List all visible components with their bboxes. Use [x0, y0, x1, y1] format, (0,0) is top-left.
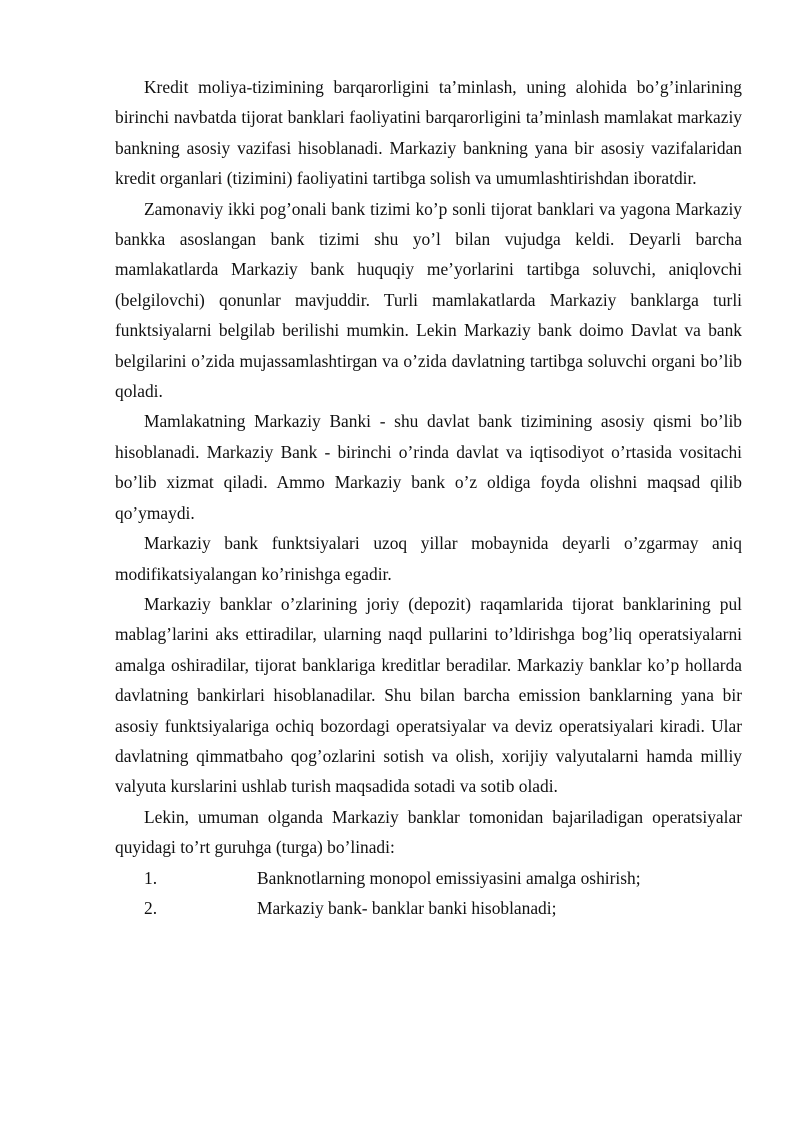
paragraph-2: Zamonaviy ikki pog’onali bank tizimi ko’p sonli tijorat banklari va yagona Markaziy bankka asoslangan bank tizimi shu yo’l bilan vujudga keldi. Deyarli barcha mamlakatlarda Markaziy bank huquqiy me’yorlarini tartibga soluvchi, aniqlovchi (belgilovchi) qonunlar mavjuddir. Turli mamlakatlarda Markaziy banklarga turli funktsiyalarni belgilab berilishi mumkin. Lekin Markaziy bank doimo Davlat va bank belgilarini o’zida mujassamlashtirgan va o’zida davlatning tartibga soluvchi organi bo’lib qoladi. — [115, 198, 742, 402]
list-item-number: 2. — [144, 897, 158, 918]
document-body — [115, 72, 742, 923]
list-item-text: Banknotlarning monopol emissiyasini amalga oshirish; — [257, 867, 641, 888]
list-item — [115, 863, 742, 893]
paragraph-5: Markaziy banklar o’zlarining joriy (depozit) raqamlarida tijorat banklarining pul mablag’larini aks ettiradilar, ularning naqd pullarini to’ldirishga bog’liq operatsiyalarni amalga oshiradilar, tijorat banklariga kreditlar beradilar. Markaziy banklar ko’p hollarda davlatning bankirlari hisoblanadilar. Shu bilan barcha emission banklarning yana bir asosiy funktsiyalariga ochiq bozordagi operatsiyalar va deviz operatsiyalari kiradi. Ular davlatning qimmatbaho qog’ozlarini sotish va olish, xorijiy valyutalarni hamda milliy valyuta kurslarini ushlab turish maqsadida sotadi va sotib oladi. — [115, 593, 742, 797]
paragraph-4: Markaziy bank funktsiyalari uzoq yillar mobaynida deyarli o’zgarmay aniq modifikatsiyalangan ko’rinishga egadir. — [115, 533, 742, 584]
list-item-number: 1. — [144, 867, 158, 888]
paragraph-6: Lekin, umuman olganda Markaziy banklar tomonidan bajariladigan operatsiyalar quyidagi to’rt guruhga (turga) bo’linadi: — [115, 806, 742, 858]
list-item — [115, 893, 742, 923]
paragraph-1: Kredit moliya-tizimining barqarorligini ta’minlash, uning alohida bo’g’inlarining birinchi navbatda tijorat banklari faoliyatini barqarorligini ta’minlash mamlakat markaziy bankning asosiy vazifasi hisoblanadi. Markaziy bankning yana bir asosiy vazifalaridan kredit organlari (tizimini) faoliyatini tartibga solish va umumlashtirishdan iboratdir. — [115, 77, 742, 189]
paragraph-3: Mamlakatning Markaziy Banki - shu davlat bank tizimining asosiy qismi bo’lib hisoblanadi. Markaziy Bank - birinchi o’rinda davlat va iqtisodiyot o’rtasida vositachi bo’lib xizmat qiladi. Ammo Markaziy bank o’z oldiga foyda olishni maqsad qilib qo’ymaydi. — [115, 411, 742, 523]
list-item-text: Markaziy bank- banklar banki hisoblanadi; — [257, 897, 557, 918]
